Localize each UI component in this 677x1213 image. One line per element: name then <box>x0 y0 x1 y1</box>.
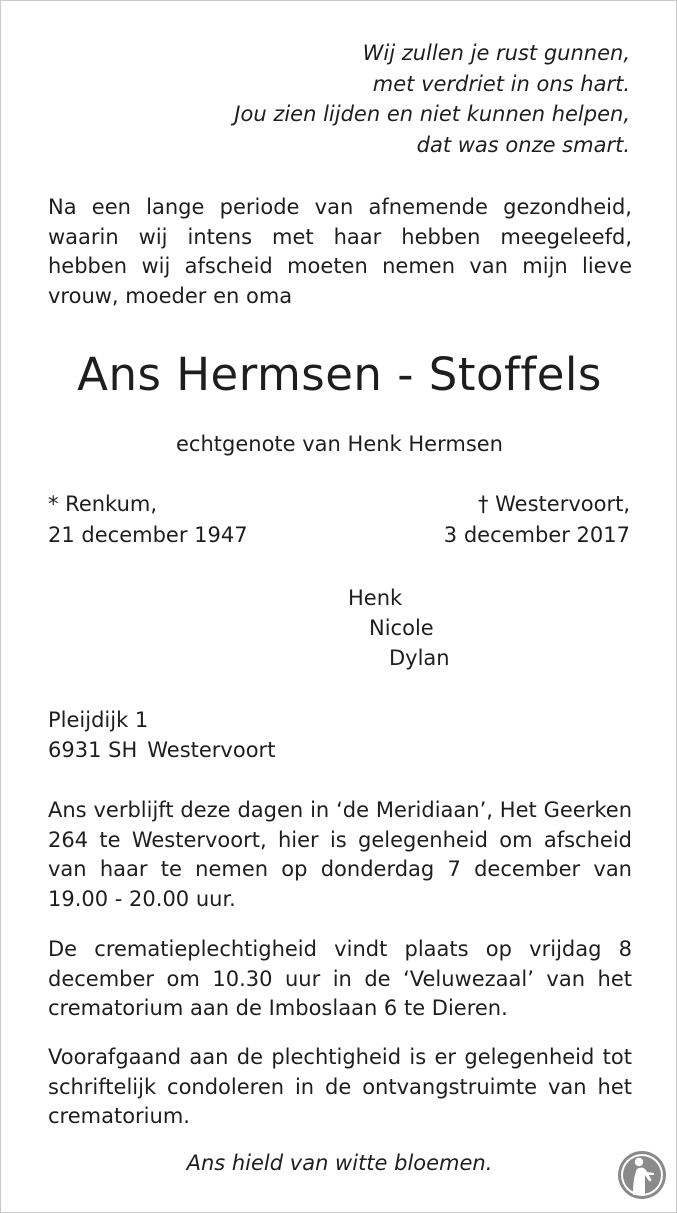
family-member: Dylan <box>389 646 450 670</box>
birth-date: 21 december 1947 <box>48 523 248 547</box>
address-postcode: 6931 SH <box>48 738 138 762</box>
figure-circle-logo-icon <box>617 1149 667 1201</box>
poem-line: met verdriet in ons hart. <box>372 71 630 96</box>
service-paragraph: De crematieplechtigheid vindt plaats op vrijdag 8 december om 10.30 uur in de ‘Veluwezaal’ van het crematorium aan de Imboslaan 6 te Dieren. <box>48 937 632 1020</box>
condolence-paragraph: Voorafgaand aan de plechtigheid is er gelegenheid tot schriftelijk condoleren in de ontvangstruimte van het crematorium. <box>48 1045 632 1128</box>
birth-place: * Renkum, <box>48 492 158 516</box>
death-place: † Westervoort, <box>477 492 630 516</box>
death-info <box>444 489 630 551</box>
address-block <box>48 705 275 765</box>
spouse-line: echtgenote van Henk Hermsen <box>176 432 503 456</box>
family-member: Nicole <box>369 616 434 640</box>
death-date: 3 december 2017 <box>443 523 630 547</box>
closing-line: Ans hield van witte bloemen. <box>186 1151 493 1175</box>
birth-info <box>48 489 248 551</box>
poem-line: dat was onze smart. <box>416 132 630 157</box>
family-member: Henk <box>348 586 403 610</box>
visit-paragraph: Ans verblijft deze dagen in ‘de Meridiaan’, Het Geerken 264 te Westervoort, hier is gelegenheid om afscheid van haar te nemen op donderdag 7 december van 19.00 - 20.00 uur. <box>48 798 632 911</box>
poem-line: Wij zullen je rust gunnen, <box>362 41 630 65</box>
poem-line: Jou zien lijden en niet kunnen helpen, <box>234 102 630 126</box>
address-street: Pleijdijk 1 <box>48 708 149 732</box>
address-city-line <box>48 735 275 765</box>
intro-text: Na een lange periode van afnemende gezondheid, waarin wij intens met haar hebben meegeleefd, hebben wij afscheid moeten nemen van mijn lieve vrouw, moeder en oma <box>48 195 632 308</box>
address-city: Westervoort <box>147 738 276 762</box>
poem <box>234 38 630 160</box>
deceased-name: Ans Hermsen - Stoffels <box>77 348 602 401</box>
